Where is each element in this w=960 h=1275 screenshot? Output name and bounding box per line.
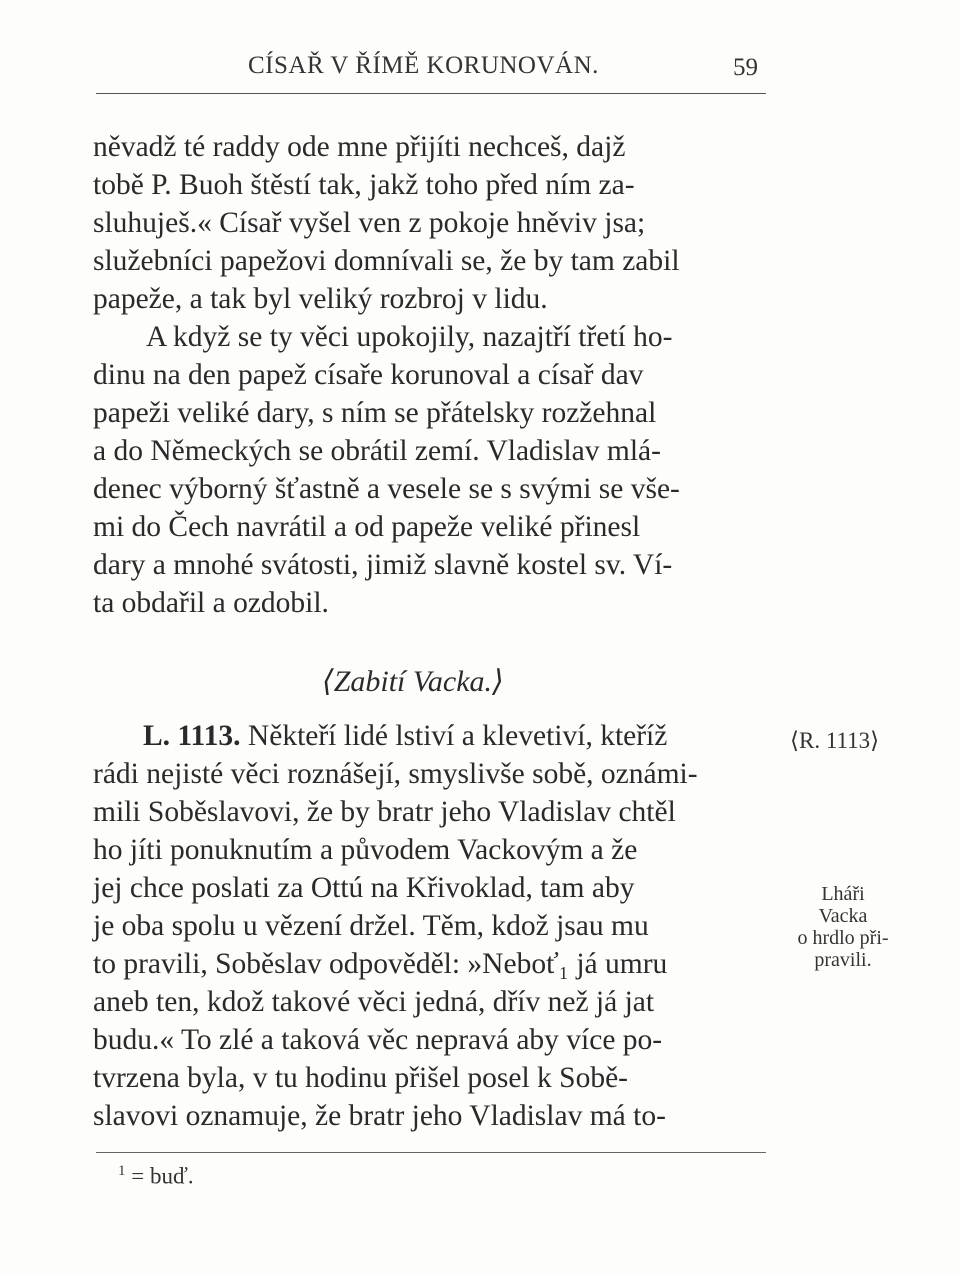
text-line: jej chce poslati za Ottú na Křivoklad, tam aby bbox=[93, 872, 635, 904]
section-heading-text: ⟨Zabití Vacka.⟩ bbox=[322, 665, 504, 698]
margin-reference: ⟨R. 1113⟩ bbox=[790, 728, 880, 753]
text-line: tobě P. Buoh štěstí tak, jakž toho před ním za- bbox=[93, 169, 635, 201]
year-label: L. 1113. bbox=[143, 720, 241, 752]
text-line: slavovi oznamuje, že bratr jeho Vladislav má to- bbox=[93, 1100, 666, 1132]
side-note-line: Lháři bbox=[821, 883, 865, 905]
text-line: mi do Čech navrátil a od papeže veliké přinesl bbox=[93, 511, 641, 543]
text-line: rádi nejisté věci roznášejí, smyslivše sobě, oznámi- bbox=[93, 758, 698, 790]
running-header-title: CÍSAŘ V ŘÍMĚ KORUNOVÁN. bbox=[248, 52, 599, 79]
side-note-line: o hrdlo při- bbox=[797, 927, 889, 949]
text-line: aneb ten, kdož takové věci jedná, dřív než já jat bbox=[93, 986, 655, 1018]
footnote-text: = buď. bbox=[131, 1163, 194, 1189]
footnote-rule bbox=[96, 1152, 766, 1153]
text-line: služebníci papežovi domnívali se, že by tam zabil bbox=[93, 245, 680, 277]
section-heading bbox=[322, 664, 504, 699]
footnote bbox=[118, 1163, 194, 1190]
text-line: sluhuješ.« Císař vyšel ven z pokoje hněviv jsa; bbox=[93, 207, 646, 239]
side-note-line: Vacka bbox=[818, 905, 868, 927]
text-line: ta obdařil a ozdobil. bbox=[93, 587, 329, 619]
text-line-first bbox=[143, 722, 667, 752]
text-line: to pravili, Soběslav odpověděl: »Neboť₁ já umru bbox=[93, 948, 668, 980]
footnote-mark: 1 bbox=[118, 1163, 126, 1179]
text-line: dinu na den papež císaře korunoval a císař dav bbox=[93, 359, 644, 391]
page-number: 59 bbox=[733, 54, 758, 81]
text-line: ho jíti ponuknutím a původem Vackovým a že bbox=[93, 834, 638, 866]
text-line: je oba spolu u vězení držel. Těm, kdož jsau mu bbox=[93, 910, 649, 942]
text-line: mili Soběslavovi, že by bratr jeho Vladislav chtěl bbox=[93, 796, 676, 828]
text-line: dary a mnohé svátosti, jimiž slavně kostel sv. Ví- bbox=[93, 549, 673, 581]
text-line: a do Německých se obrátil zemí. Vladislav mlá- bbox=[93, 435, 661, 467]
text-line: něvadž té raddy ode mne přijíti nechceš, dajž bbox=[93, 131, 626, 163]
text-line: A když se ty věci upokojily, nazajtří třetí ho- bbox=[146, 321, 673, 353]
text-line: budu.« To zlé a taková věc nepravá aby více po- bbox=[93, 1024, 663, 1056]
header-rule bbox=[96, 93, 766, 94]
first-line-text: Někteří lidé lstiví a klevetiví, kteříž bbox=[240, 720, 668, 752]
text-line: papeže, a tak byl veliký rozbroj v lidu. bbox=[93, 283, 548, 315]
text-line: papeži veliké dary, s ním se přátelsky rozžehnal bbox=[93, 397, 657, 429]
side-note-line: pravili. bbox=[814, 949, 872, 971]
side-note bbox=[773, 883, 913, 971]
text-line: tvrzena byla, v tu hodinu přišel posel k Sobě- bbox=[93, 1062, 628, 1094]
text-line: denec výborný šťastně a vesele se s svými se vše- bbox=[93, 473, 680, 505]
